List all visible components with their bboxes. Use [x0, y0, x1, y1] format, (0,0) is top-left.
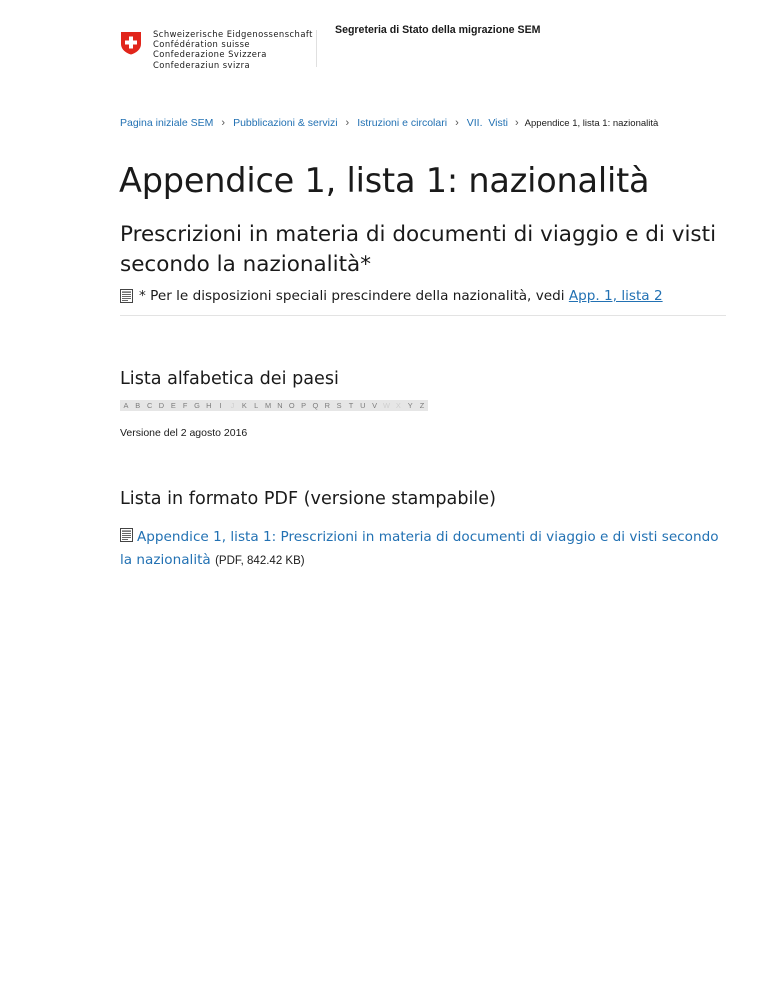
alphabet-letter-z[interactable]: Z	[416, 400, 428, 411]
alphabet-letter-s[interactable]: S	[333, 400, 345, 411]
alphabet-letter-x: X	[392, 400, 404, 411]
alphabet-letter-c[interactable]: C	[144, 400, 156, 411]
site-header	[0, 0, 768, 80]
pdf-download	[120, 526, 720, 573]
breadcrumb-separator-icon: ›	[345, 117, 350, 129]
footnote	[120, 286, 663, 306]
footnote-text: * Per le disposizioni speciali prescindere della nazionalità, vedi	[139, 288, 569, 304]
department-name: Segreteria di Stato della migrazione SEM	[335, 24, 541, 36]
document-icon	[120, 289, 133, 303]
alphabet-letter-k[interactable]: K	[238, 400, 250, 411]
alphabet-letter-i[interactable]: I	[215, 400, 227, 411]
confederation-line-it: Confederazione Svizzera	[153, 49, 267, 60]
confederation-line-de: Schweizerische Eidgenossenschaft	[153, 29, 313, 39]
alphabet-letter-g[interactable]: G	[191, 400, 203, 411]
breadcrumb-publications[interactable]: Pubblicazioni & servizi	[233, 117, 338, 129]
alphabet-index	[120, 400, 428, 411]
alphabet-letter-p[interactable]: P	[298, 400, 310, 411]
alphabet-letter-w: W	[381, 400, 393, 411]
alphabet-letter-r[interactable]: R	[321, 400, 333, 411]
alphabet-letter-m[interactable]: M	[262, 400, 274, 411]
alphabet-letter-l[interactable]: L	[250, 400, 262, 411]
pdf-download-link[interactable]: Appendice 1, lista 1: Prescrizioni in materia di documenti di viaggio e di visti secondo la nazionalità	[120, 529, 719, 568]
section-divider	[120, 315, 726, 316]
pdf-document-icon	[120, 528, 133, 542]
alphabet-letter-h[interactable]: H	[203, 400, 215, 411]
alphabet-letter-v[interactable]: V	[369, 400, 381, 411]
breadcrumb-visas[interactable]: VII. Visti	[466, 117, 508, 129]
confederation-line-fr: Confédération suisse	[153, 39, 251, 50]
alphabet-letter-e[interactable]: E	[167, 400, 179, 411]
breadcrumb	[120, 117, 658, 129]
pdf-file-meta: (PDF, 842.42 KB)	[215, 555, 305, 567]
alphabet-letter-n[interactable]: N	[274, 400, 286, 411]
alphabet-letter-j: J	[227, 400, 239, 411]
header-divider	[316, 30, 317, 67]
breadcrumb-separator-icon: ›	[455, 117, 459, 129]
alphabet-letter-b[interactable]: B	[132, 400, 144, 411]
alphabet-letter-o[interactable]: O	[286, 400, 298, 411]
breadcrumb-instructions[interactable]: Istruzioni e circolari	[357, 117, 448, 129]
alphabet-letter-d[interactable]: D	[156, 400, 168, 411]
alphabet-letter-u[interactable]: U	[357, 400, 369, 411]
breadcrumb-separator-icon: ›	[221, 117, 226, 129]
alphabet-letter-f[interactable]: F	[179, 400, 191, 411]
alphabet-letter-t[interactable]: T	[345, 400, 357, 411]
confederation-name	[153, 29, 313, 70]
breadcrumb-separator-icon: ›	[515, 117, 519, 129]
footnote-link-app1-list2[interactable]: App. 1, lista 2	[568, 288, 663, 304]
alphabet-heading: Lista alfabetica dei paesi	[120, 369, 339, 389]
breadcrumb-home[interactable]: Pagina iniziale SEM	[120, 117, 214, 129]
page-subtitle: Prescrizioni in materia di documenti di viaggio e di visti secondo la nazionalità*	[120, 222, 717, 277]
alphabet-letter-q[interactable]: Q	[310, 400, 322, 411]
confederation-line-rm: Confederaziun svizra	[153, 59, 251, 70]
pdf-heading: Lista in formato PDF (versione stampabile)	[120, 489, 496, 509]
breadcrumb-current: Appendice 1, lista 1: nazionalità	[524, 117, 659, 129]
version-date: Versione del 2 agosto 2016	[120, 427, 248, 439]
alphabet-letter-a[interactable]: A	[120, 400, 132, 411]
page-title: Appendice 1, lista 1: nazionalità	[119, 161, 650, 200]
swiss-flag-icon[interactable]	[119, 31, 143, 55]
alphabet-letter-y[interactable]: Y	[404, 400, 416, 411]
